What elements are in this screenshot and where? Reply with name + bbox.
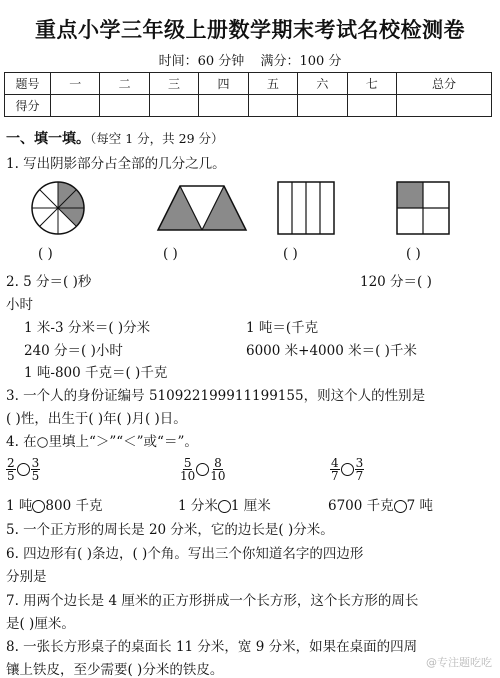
fraction-denominator: 5: [7, 469, 15, 483]
answer-blank[interactable]: ( ): [406, 246, 421, 262]
unit-right: 800 千克: [45, 498, 103, 514]
fraction-denominator: 7: [331, 469, 339, 483]
fraction-numerator: 8: [214, 456, 222, 470]
score-cell-empty[interactable]: [199, 95, 248, 117]
unit-left: 1 分米: [178, 498, 218, 514]
compare-circle-icon[interactable]: [17, 463, 30, 476]
fraction-numerator: 2: [7, 456, 15, 470]
fraction-denominator: 10: [180, 469, 196, 483]
unit-left: 1 吨: [6, 498, 33, 514]
answer-blank[interactable]: ( ): [163, 246, 178, 262]
score-cell-empty[interactable]: [396, 95, 491, 117]
score-table: [4, 72, 492, 117]
score-cell-header: 四: [199, 73, 248, 95]
unit-compare-2: [178, 494, 271, 514]
fraction-numerator: 4: [331, 456, 339, 470]
score-table-header-row: [5, 73, 492, 95]
fraction-denominator: 7: [355, 469, 364, 483]
score-cell-header: 三: [149, 73, 198, 95]
question-6-line1: 6. 四边形有( )条边，( )个角。写出三个你知道名字的四边形: [6, 546, 364, 562]
question-2-e: 240 分＝( )小时: [24, 343, 123, 359]
fraction-numerator: 3: [31, 456, 40, 470]
compare-circle-icon[interactable]: [218, 500, 231, 513]
watermark: @专注题吃吃: [426, 656, 492, 669]
unit-compare-3: [328, 494, 433, 514]
exam-time: 时间：60 分钟: [158, 54, 245, 69]
fraction-numerator: 5: [183, 456, 192, 470]
score-cell-label: 题号: [5, 73, 51, 95]
score-cell-header: 一: [51, 73, 100, 95]
section-note: （每空 1 分，共 29 分）: [90, 131, 224, 146]
answer-blank[interactable]: ( ): [38, 246, 53, 262]
shape-figures: [0, 176, 500, 240]
score-cell-empty[interactable]: [347, 95, 396, 117]
section-heading: [6, 128, 224, 148]
score-cell-empty[interactable]: [248, 95, 297, 117]
compare-circle-icon[interactable]: [341, 463, 354, 476]
score-cell-header: 总分: [396, 73, 491, 95]
score-cell-empty[interactable]: [298, 95, 347, 117]
fraction-denominator: 10: [210, 469, 226, 483]
score-cell-header: 六: [298, 73, 347, 95]
exam-info: [0, 50, 500, 69]
unit-compare-1: [6, 494, 102, 514]
question-5: 5. 一个正方形的周长是 20 分米，它的边长是( )分米。: [6, 522, 334, 538]
question-3-line1: 3. 一个人的身份证编号 510922199911199155，则这个人的性别是: [6, 388, 426, 404]
compare-circle-icon[interactable]: [394, 500, 407, 513]
fraction-compare-2: [180, 452, 226, 482]
question-7-line1: 7. 用两个边长是 4 厘米的正方形拼成一个长方形，这个长方形的周长: [6, 593, 419, 609]
page-title: 重点小学三年级上册数学期末考试名校检测卷: [35, 18, 465, 42]
answer-blank[interactable]: ( ): [283, 246, 298, 262]
score-cell-label: 得分: [5, 95, 51, 117]
exam-full-score: 满分：100 分: [260, 54, 342, 69]
unit-right: 1 厘米: [230, 498, 271, 514]
question-4: 4. 在○里填上“＞”“＜”或“＝”。: [6, 434, 198, 450]
question-2-a: 2. 5 分＝( )秒: [6, 274, 92, 290]
question-2-f: 6000 米+4000 米＝( )千米: [246, 343, 417, 359]
circle-figure: [32, 182, 84, 234]
question-6-line2: 分别是: [6, 569, 47, 585]
score-cell-header: 二: [100, 73, 149, 95]
question-2-d: 1 吨＝(千克: [246, 320, 319, 336]
unit-right: 7 吨: [406, 498, 434, 514]
trapezoid-figure: [158, 186, 246, 230]
striped-rectangle-figure: [278, 182, 334, 234]
score-cell-header: 七: [347, 73, 396, 95]
compare-circle-icon[interactable]: [32, 500, 45, 513]
fraction-compare-3: [330, 452, 364, 482]
fraction-denominator: 5: [31, 469, 40, 483]
question-3-line2: ( )性，出生于( )年( )月( )日。: [6, 411, 187, 427]
fraction-compare-1: [6, 452, 40, 482]
score-table-score-row: [5, 95, 492, 117]
question-7-line2: 是( )厘米。: [6, 616, 75, 632]
unit-left: 6700 千克: [328, 498, 394, 514]
section-title: 一、填一填。: [6, 131, 90, 147]
fraction-numerator: 3: [355, 456, 364, 470]
question-2-c: 1 米-3 分米＝( )分米: [24, 320, 151, 336]
question-1: 1. 写出阴影部分占全部的几分之几。: [6, 156, 226, 172]
question-8-line1: 8. 一张长方形桌子的桌面长 11 分米，宽 9 分米，如果在桌面的四周: [6, 639, 418, 655]
question-2-g: 1 吨-800 千克＝( )千克: [24, 365, 168, 381]
score-cell-empty[interactable]: [51, 95, 100, 117]
question-8-line2: 镶上铁皮，至少需要( )分米的铁皮。: [6, 662, 224, 678]
score-cell-header: 五: [248, 73, 297, 95]
score-cell-empty[interactable]: [100, 95, 149, 117]
compare-circle-icon[interactable]: [196, 463, 209, 476]
question-2-b-unit: 小时: [6, 297, 33, 313]
question-2-b: 120 分＝( ): [360, 274, 432, 290]
square-figure: [397, 182, 449, 234]
score-cell-empty[interactable]: [149, 95, 198, 117]
